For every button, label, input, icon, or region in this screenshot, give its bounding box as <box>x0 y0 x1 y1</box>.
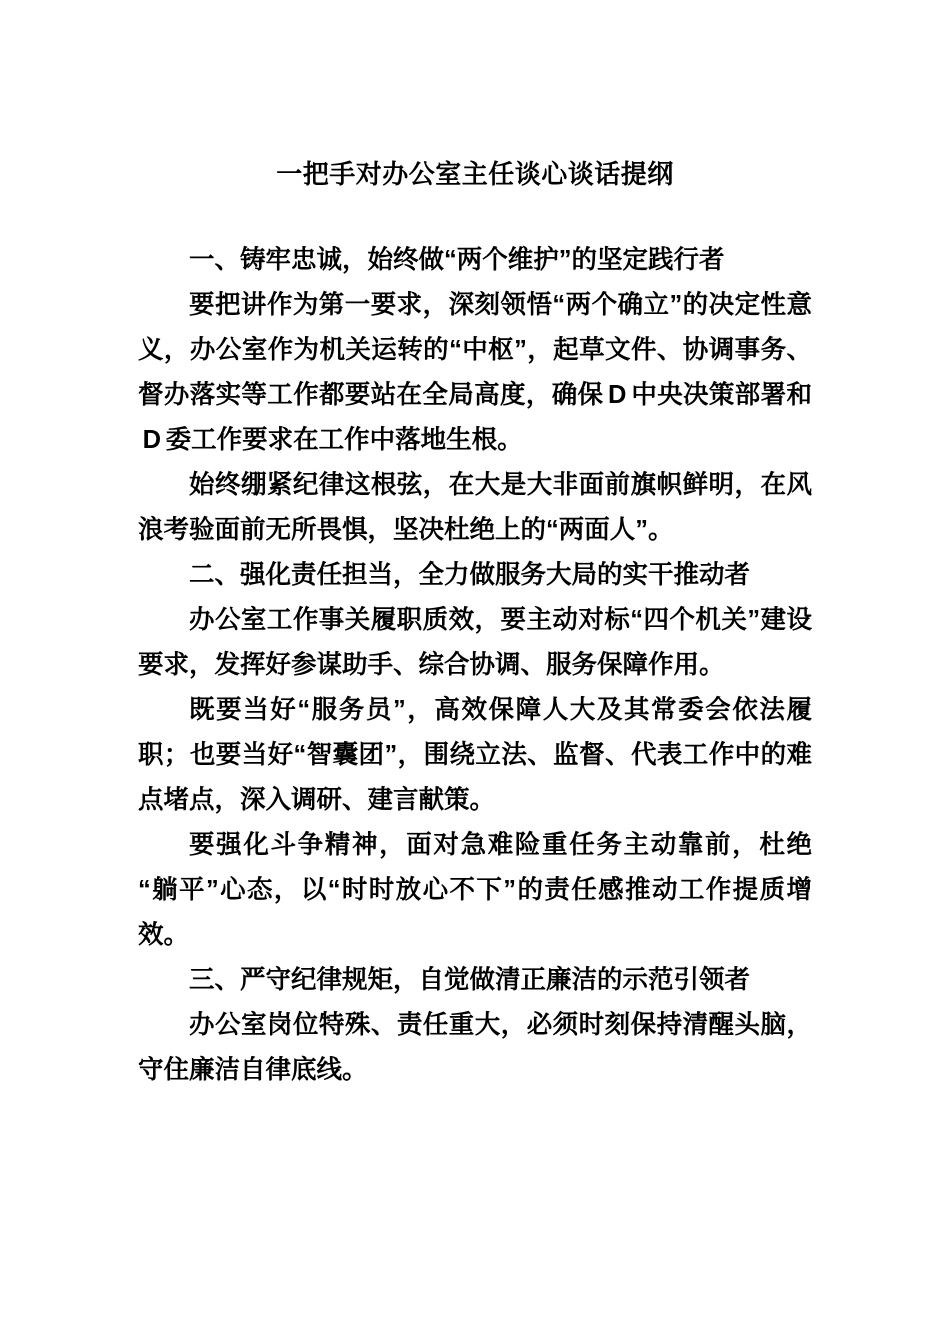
body-paragraph: 办公室岗位特殊、责任重大，必须时刻保持清醒头脑，守住廉洁自律底线。 <box>138 1011 812 1084</box>
document-body <box>138 238 812 1093</box>
body-paragraph: 办公室工作事关履职质效，要主动对标“四个机关”建设要求，发挥好参谋助手、综合协调、服务保障作用。 <box>138 606 812 679</box>
latin-letter: D <box>607 381 627 409</box>
body-paragraph: 要强化斗争精神，面对急难险重任务主动靠前，杜绝“躺平”心态，以“时时放心不下”的责任感推动工作提质增效。 <box>138 831 812 949</box>
body-paragraph: 既要当好“服务员”，高效保障人大及其常委会依法履职；也要当好“智囊团”，围绕立法、监督、代表工作中的难点堵点，深入调研、建言献策。 <box>138 696 812 814</box>
section-heading: 三、严守纪律规矩，自觉做清正廉洁的示范引领者 <box>189 966 751 994</box>
latin-letter: D <box>142 426 161 454</box>
page-title: 一把手对办公室主任谈心谈话提纲 <box>276 159 674 189</box>
section-heading: 一、铸牢忠诚，始终做“两个维护”的坚定践行者 <box>189 246 725 274</box>
body-paragraph: 始终绷紧纪律这根弦，在大是大非面前旗帜鲜明，在风浪考验面前无所畏惧，坚决杜绝上的“两面人”。 <box>138 471 812 544</box>
section-heading: 二、强化责任担当，全力做服务大局的实干推动者 <box>189 561 751 589</box>
body-paragraph: 要把讲作为第一要求，深刻领悟“两个确立”的决定性意义，办公室作为机关运转的“中枢”，起草文件、协调事务、督办落实等工作都要站在全局高度，确保 D 中央决策部署和D 委工作要求在工作中落地生根。 <box>138 291 812 454</box>
